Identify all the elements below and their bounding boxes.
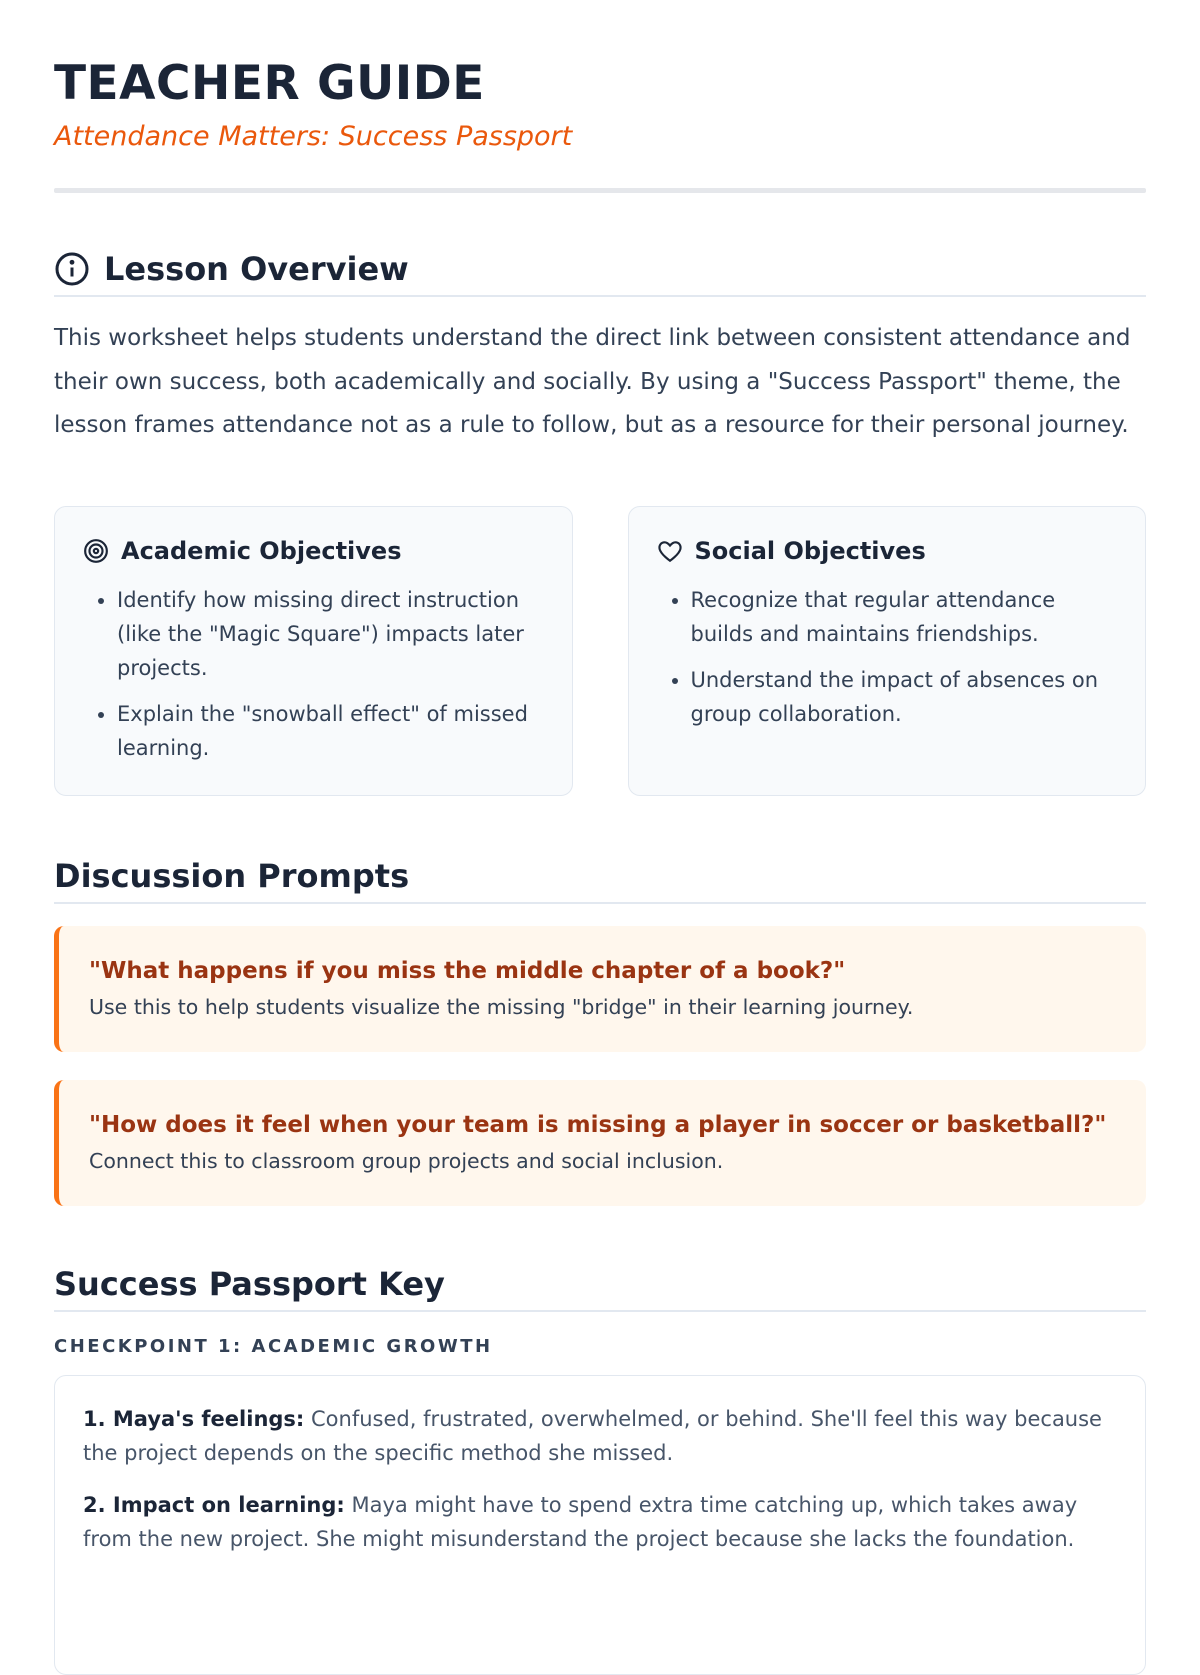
list-item: • Explain the "snowball effect" of missed learning. (117, 697, 544, 765)
divider (54, 188, 1146, 193)
prompt-detail: Use this to help students visualize the missing "bridge" in their learning journey. (89, 994, 914, 1019)
answer-label: 1. Maya's feelings: (83, 1406, 305, 1431)
list-item: • Understand the impact of absences on group collaboration. (691, 663, 1118, 731)
page-title: TEACHER GUIDE (54, 56, 485, 111)
card-heading-text: Academic Objectives (121, 536, 402, 565)
prompt-question: "What happens if you miss the middle chapter of a book?" (89, 957, 846, 984)
section-heading-overview (54, 249, 1146, 297)
card-heading-text: Social Objectives (694, 536, 926, 565)
objectives (54, 506, 1146, 796)
card-heading (657, 537, 1118, 565)
answer-item (83, 1488, 1117, 1556)
discussion-prompt (54, 1080, 1146, 1206)
card-heading (83, 537, 544, 565)
answer-item (83, 1402, 1117, 1470)
list-item: • Identify how missing direct instruction (like the "Magic Square") impacts later projects. (117, 583, 544, 685)
answer-text: Maya might have to spend extra time catching up, which takes away from the new project. She might misunderstand the project because she lacks the foundation. (83, 1492, 1078, 1551)
answer-text: Confused, frustrated, overwhelmed, or behind. She'll feel this way because the project depends on the specific method she missed. (83, 1406, 1102, 1465)
page-subtitle: Attendance Matters: Success Passport (54, 121, 573, 152)
social-objectives-card (628, 506, 1147, 796)
heart-icon (657, 538, 683, 564)
list-item: • Recognize that regular attendance builds and maintains friendships. (691, 583, 1118, 651)
section-heading-text: Lesson Overview (104, 250, 409, 288)
checkpoint-label: CHECKPOINT 1: ACADEMIC GROWTH (54, 1335, 493, 1357)
overview-text: This worksheet helps students understand the direct link between consistent attendance and their own success, both academically and socially. By using a "Success Passport" theme, the lesson frames attendance not as a rule to follow, but as a resource for their personal journey. (54, 325, 1131, 438)
academic-objectives-card (54, 506, 573, 796)
answer-label: 2. Impact on learning: (83, 1492, 345, 1517)
section-heading-discussion: Discussion Prompts (54, 856, 1146, 904)
prompt-detail: Connect this to classroom group projects and social inclusion. (89, 1148, 724, 1173)
discussion-prompt (54, 926, 1146, 1052)
answer-key-box (54, 1375, 1146, 1675)
prompt-question: "How does it feel when your team is missing a player in soccer or basketball?" (89, 1111, 1107, 1138)
section-heading-key: Success Passport Key (54, 1264, 1146, 1312)
info-circle-icon (54, 251, 90, 287)
target-icon (83, 538, 109, 564)
